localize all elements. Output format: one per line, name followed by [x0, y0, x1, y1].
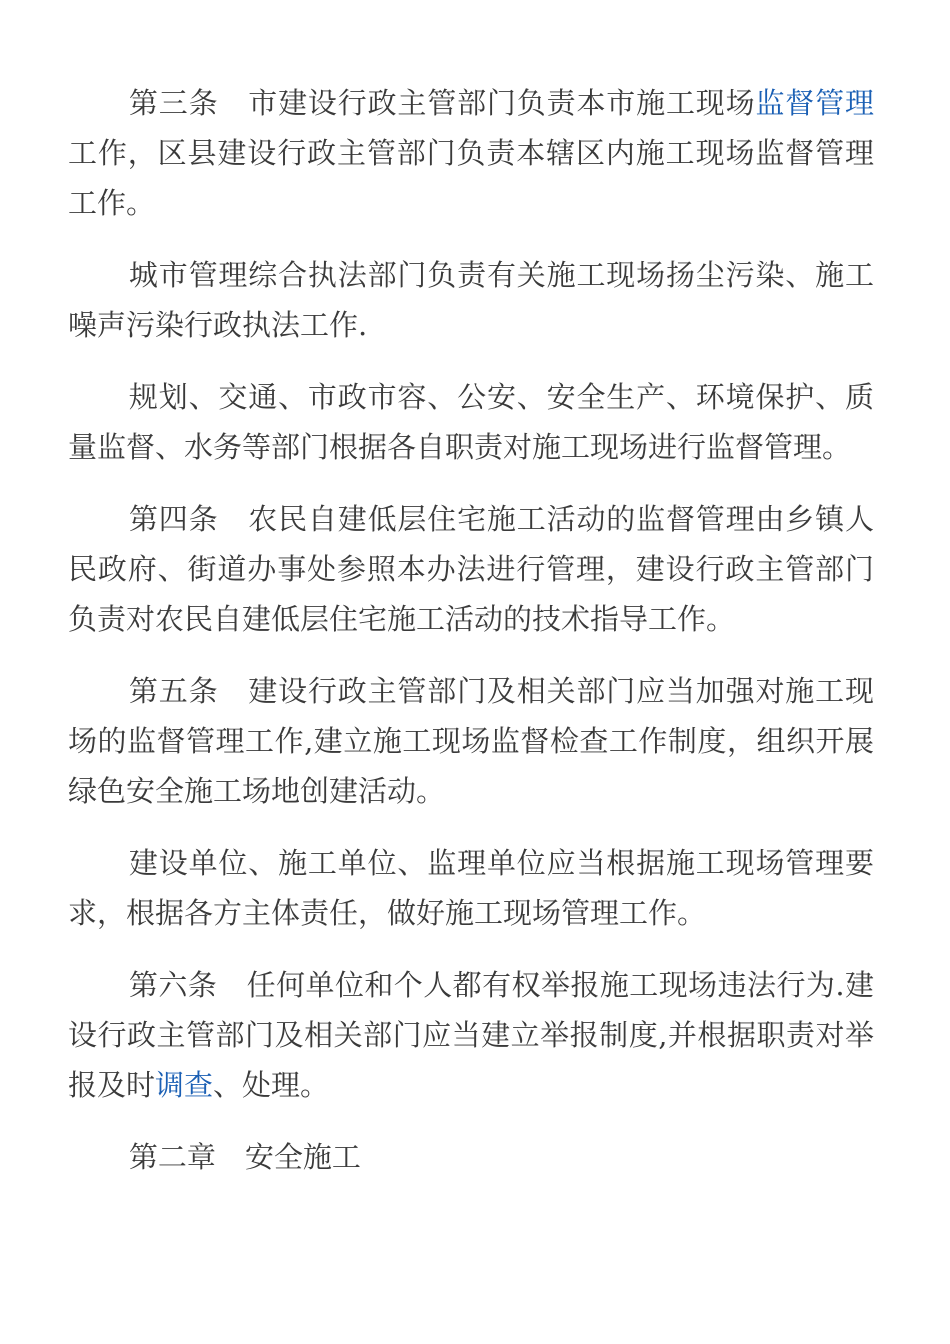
paragraph-urban-enforcement: 城市管理综合执法部门负责有关施工现场扬尘污染、施工噪声污染行政执法工作.	[68, 258, 874, 342]
chapter-2-label: 第二章	[128, 1140, 216, 1174]
article-6-text-before: 任何单位和个人都有权举报施工现场违法行为.建设行政主管部门及相关部门应当建立举报制度,并根据职责对举报及时	[68, 968, 874, 1102]
investigation-link[interactable]: 调查	[155, 1068, 214, 1102]
chapter-2-title: 安全施工	[244, 1140, 361, 1174]
article-4-label: 第四条	[128, 502, 219, 536]
article-3-text-after: 工作，区县建设行政主管部门负责本辖区内施工现场监督管理工作。	[68, 136, 874, 220]
article-5	[68, 666, 874, 816]
paragraph-units: 建设单位、施工单位、监理单位应当根据施工现场管理要求，根据各方主体责任，做好施工现场管理工作。	[68, 846, 874, 930]
article-3-label: 第三条	[128, 86, 219, 120]
article-6	[68, 960, 874, 1110]
article-4	[68, 494, 874, 644]
document-body	[68, 78, 874, 1204]
article-6-text-after: 、处理。	[213, 1068, 330, 1102]
paragraph-departments: 规划、交通、市政市容、公安、安全生产、环境保护、质量监督、水务等部门根据各自职责对施工现场进行监督管理。	[68, 380, 874, 464]
article-4-text: 农民自建低层住宅施工活动的监督管理由乡镇人民政府、街道办事处参照本办法进行管理，建设行政主管部门负责对农民自建低层住宅施工活动的技术指导工作。	[68, 502, 874, 636]
article-5-text: 建设行政主管部门及相关部门应当加强对施工现场的监督管理工作,建立施工现场监督检查工作制度，组织开展绿色安全施工场地创建活动。	[68, 674, 874, 808]
article-3	[68, 78, 874, 228]
chapter-2-heading	[68, 1132, 874, 1182]
article-6-label: 第六条	[128, 968, 218, 1002]
article-5-label: 第五条	[128, 674, 219, 708]
supervision-management-link[interactable]: 监督管理	[755, 86, 874, 120]
article-3-text-before: 市建设行政主管部门负责本市施工现场	[247, 86, 756, 120]
